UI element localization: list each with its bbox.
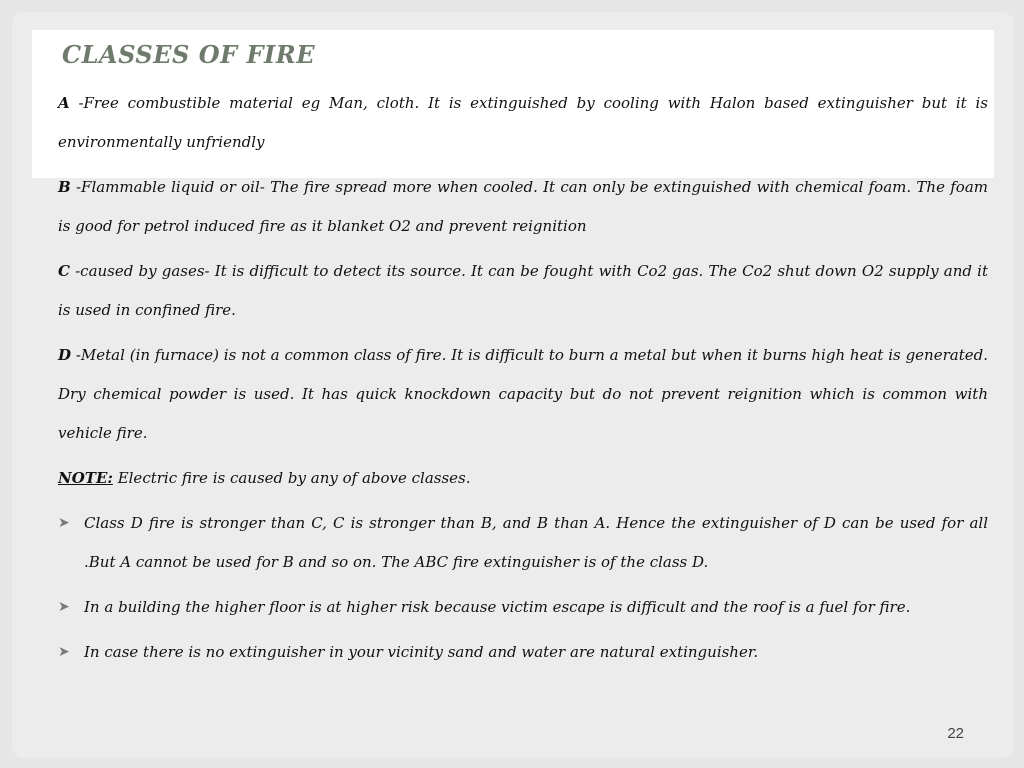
arrowhead-bullet-icon: ➤	[58, 644, 70, 660]
class-c-text: -caused by gases- It is difficult to detect its source. It can be fought with Co2 gas. The Co2 shut down O2 supply and it is used in confined fire.	[58, 262, 988, 319]
bullet-item	[58, 588, 988, 627]
class-c-label: C	[58, 262, 70, 280]
class-b-paragraph	[58, 168, 988, 246]
bullet-item	[58, 633, 988, 672]
slide-title: CLASSES OF FIRE	[62, 40, 316, 69]
page-number: 22	[947, 725, 964, 742]
class-b-text: -Flammable liquid or oil- The fire spread more when cooled. It can only be extinguished with chemical foam. The foam is good for petrol induced fire as it blanket O2 and prevent reignition	[58, 178, 988, 235]
class-c-paragraph	[58, 252, 988, 330]
arrowhead-bullet-icon: ➤	[58, 599, 70, 615]
class-d-paragraph	[58, 336, 988, 453]
class-b-label: B	[58, 178, 71, 196]
note-label: NOTE:	[58, 469, 113, 487]
arrowhead-bullet-icon: ➤	[58, 515, 70, 531]
class-d-label: D	[58, 346, 72, 364]
class-a-label: A	[58, 94, 70, 112]
slide	[12, 12, 1014, 758]
class-a-paragraph	[58, 84, 988, 162]
note-paragraph	[58, 459, 988, 498]
class-a-text: -Free combustible material eg Man, cloth. It is extinguished by cooling with Halon based extinguisher but it is environmentally unfriendly	[58, 94, 988, 151]
bullet-text: Class D fire is stronger than C, C is stronger than B, and B than A. Hence the extinguisher of D can be used for all .But A cannot be used for B and so on. The ABC fire extinguisher is of the class D.	[84, 514, 988, 571]
bullet-item	[58, 504, 988, 582]
bullet-text: In a building the higher floor is at higher risk because victim escape is difficult and the roof is a fuel for fire.	[84, 598, 911, 616]
note-text: Electric fire is caused by any of above classes.	[112, 469, 471, 487]
bullet-text: In case there is no extinguisher in your vicinity sand and water are natural extinguisher.	[84, 643, 759, 661]
slide-body	[58, 84, 988, 678]
class-d-text: -Metal (in furnace) is not a common class of fire. It is difficult to burn a metal but when it burns high heat is generated. Dry chemical powder is used. It has quick knockdown capacity but do not prevent reignition which is common with vehicle fire.	[58, 346, 988, 442]
